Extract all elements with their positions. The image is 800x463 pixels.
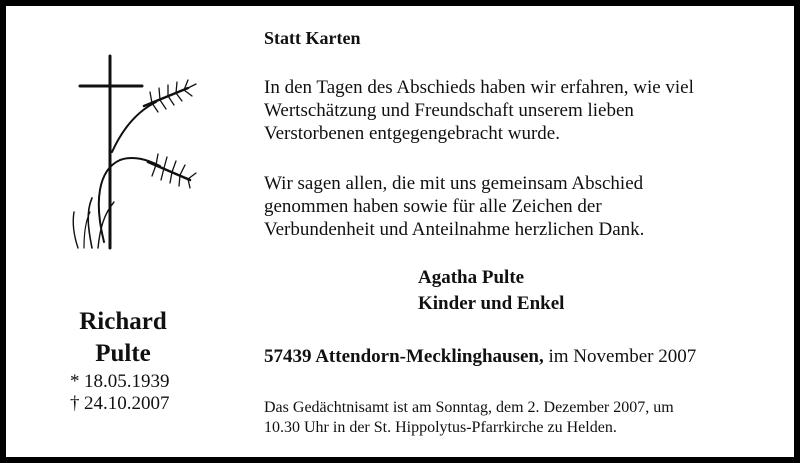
paragraph1-line: Wertschätzung und Freundschaft unserem lieben (264, 100, 634, 121)
paragraph1-line: Verstorbenen entgegengebracht wurde. (264, 123, 560, 144)
header-title: Statt Karten (264, 28, 361, 48)
death-date-line (70, 393, 170, 415)
family-relatives: Kinder und Enkel (418, 293, 565, 314)
death-date: 24.10.2007 (84, 393, 170, 414)
cross-with-wheat-icon (64, 52, 204, 262)
birth-date-line (70, 371, 170, 393)
paragraph1-line: In den Tagen des Abschieds haben wir erfahren, wie viel (264, 77, 694, 98)
notice-line: Das Gedächtnisamt ist am Sonntag, dem 2. Dezember 2007, um (264, 399, 674, 416)
location-place: 57439 Attendorn-Mecklinghausen, (264, 346, 544, 367)
birth-date: 18.05.1939 (84, 371, 170, 392)
notice-line: 10.30 Uhr in der St. Hippolytus-Pfarrkirche zu Helden. (264, 419, 617, 436)
deceased-last-name: Pulte (95, 340, 151, 367)
family-name: Agatha Pulte (418, 267, 525, 288)
paragraph2-line: Verbundenheit und Anteilnahme herzlichen Dank. (264, 219, 645, 240)
death-cross-icon: † (70, 393, 80, 414)
location-date-line (264, 346, 696, 368)
paragraph2-line: genommen haben sowie für alle Zeichen der (264, 196, 602, 217)
birth-star-icon: * (70, 371, 80, 392)
location-date: im November 2007 (543, 346, 697, 367)
deceased-first-name: Richard (79, 308, 167, 335)
paragraph2-line: Wir sagen allen, die mit uns gemeinsam Abschied (264, 173, 644, 194)
